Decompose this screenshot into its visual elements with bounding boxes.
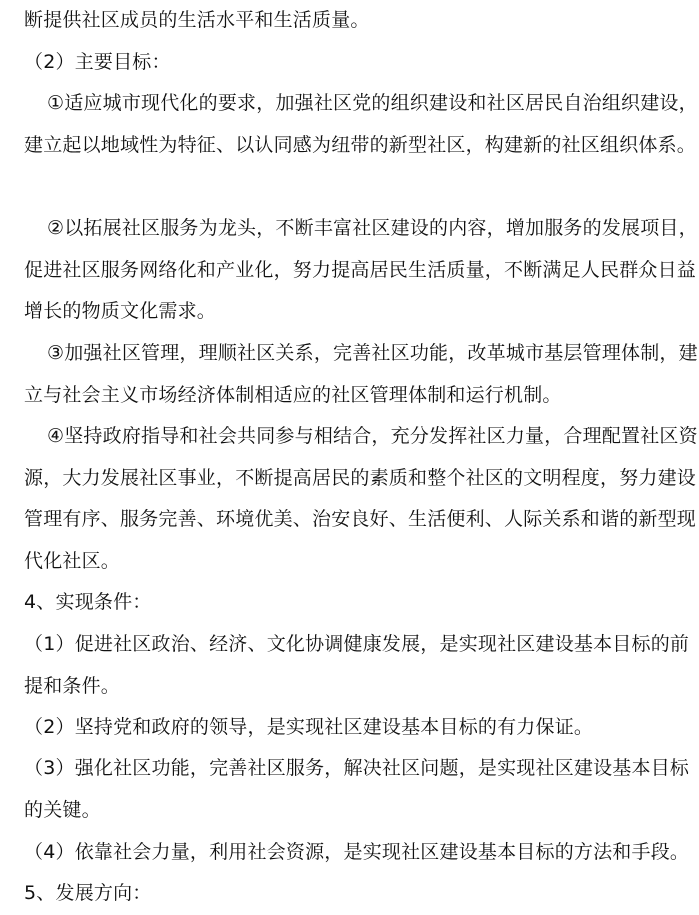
- condition-item-3: （3）强化社区功能，完善社区服务，解决社区问题，是实现社区建设基本目标的关键。: [24, 757, 690, 821]
- goal-item-1: ①适应城市现代化的要求，加强社区党的组织建设和社区居民自治组织建设，建立起以地域性为特征、以认同感为纽带的新型社区，构建新的社区组织体系。: [24, 92, 698, 156]
- condition-item-1: （1）促进社区政治、经济、文化协调健康发展，是实现社区建设基本目标的前提和条件。: [24, 633, 690, 697]
- heading-conditions: 4、实现条件：: [24, 591, 152, 613]
- heading-development-direction: 5、发展方向：: [24, 882, 152, 904]
- condition-item-2: （2）坚持党和政府的领导，是实现社区建设基本目标的有力保证。: [24, 716, 594, 738]
- heading-main-goals: （2）主要目标：: [24, 51, 171, 73]
- goal-item-2: ②以拓展社区服务为龙头，不断丰富社区建设的内容，增加服务的发展项目，促进社区服务网络化和产业化，努力提高居民生活质量，不断满足人民群众日益增长的物质文化需求。: [24, 217, 698, 322]
- paragraph-intro-continuation: 断提供社区成员的生活水平和生活质量。: [24, 9, 370, 31]
- goal-item-3: ③加强社区管理，理顺社区关系，完善社区功能，改革城市基层管理体制，建立与社会主义市场经济体制相适应的社区管理体制和运行机制。: [24, 342, 698, 406]
- goal-item-4: ④坚持政府指导和社会共同参与相结合，充分发挥社区力量，合理配置社区资源，大力发展社区事业，不断提高居民的素质和整个社区的文明程度，努力建设管理有序、服务完善、环境优美、治安良好、生活便利、人际关系和谐的新型现代化社区。: [24, 425, 698, 572]
- condition-item-4: （4）依靠社会力量，利用社会资源，是实现社区建设基本目标的方法和手段。: [24, 841, 690, 863]
